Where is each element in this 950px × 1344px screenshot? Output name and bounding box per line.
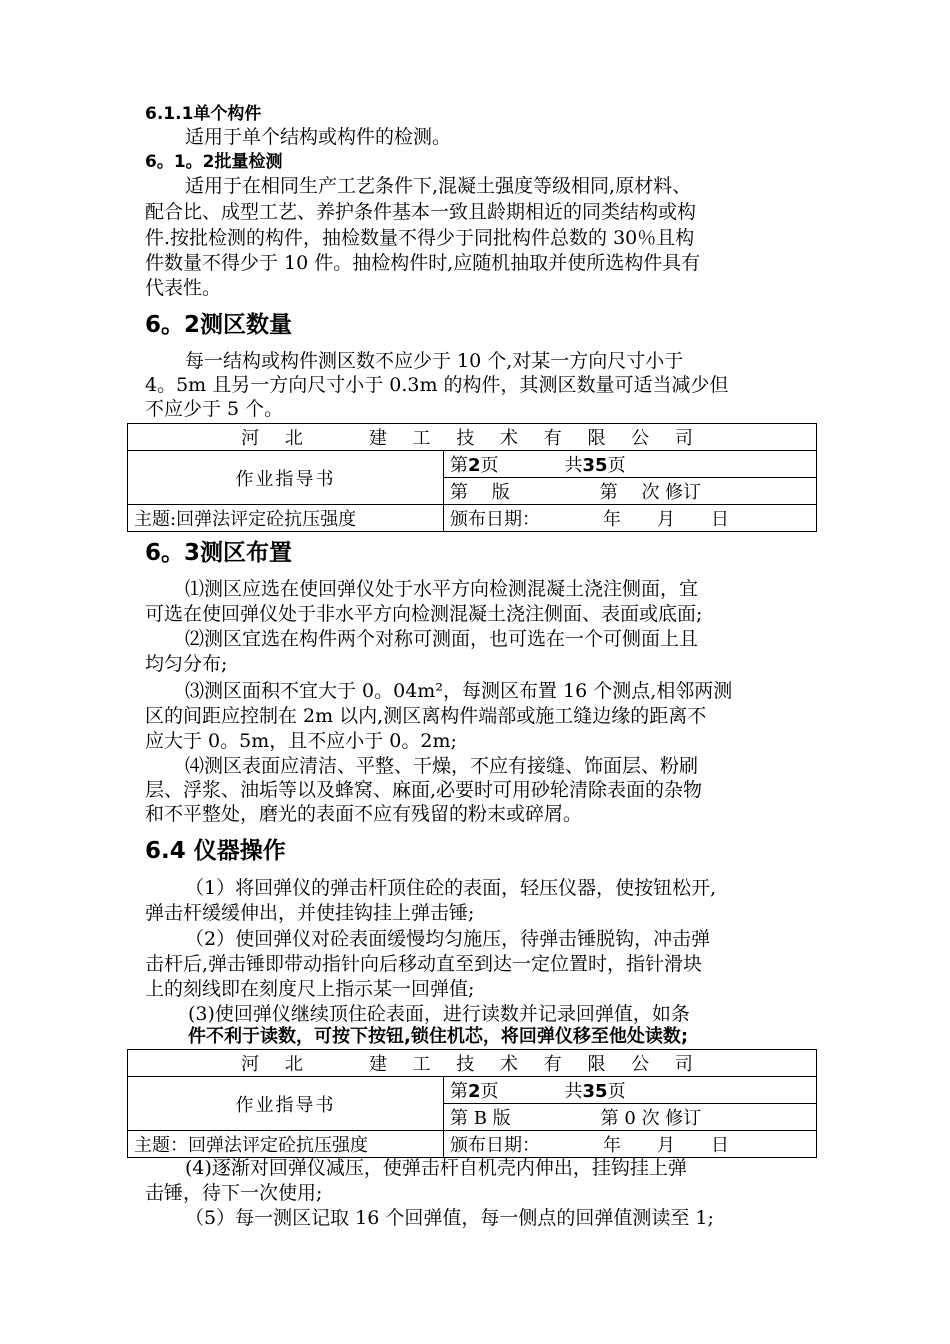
paragraph-line: 击锤，待下一次使用; bbox=[145, 1182, 323, 1204]
paragraph-line: 区的间距应控制在 2m 以内,测区离构件端部或施工缝边缘的距离不 bbox=[145, 705, 707, 727]
section-heading-6-3: 6。3测区布置 bbox=[145, 540, 293, 566]
paragraph-line: 每一结构或构件测区数不应少于 10 个,对某一方向尺寸小于 bbox=[185, 350, 684, 372]
paragraph-line: 件数量不得少于 10 件。抽检构件时,应随机抽取并使所选构件具有 bbox=[145, 252, 701, 274]
page-number: 2 bbox=[468, 455, 481, 476]
paragraph-line: 件.按批检测的构件，抽检数量不得少于同批构件总数的 30％且构 bbox=[145, 227, 695, 249]
page-number: 2 bbox=[468, 1081, 481, 1102]
section-heading-6-1-1: 6.1.1单个构件 bbox=[145, 104, 262, 124]
paragraph-line: ⑵测区宜选在构件两个对称可测面，也可选在一个可侧面上且 bbox=[185, 628, 699, 650]
section-heading-6-1-2: 6。1。2批量检测 bbox=[145, 152, 283, 172]
document-header-table bbox=[127, 1049, 817, 1158]
paragraph-line: (3)使回弹仪继续顶住砼表面，进行读数并记录回弹值，如条 bbox=[188, 1003, 690, 1025]
total-pages: 35 bbox=[582, 1081, 608, 1102]
paragraph-line: (4)逐渐对回弹仪减压，使弹击杆自机壳内伸出，挂钩挂上弹 bbox=[185, 1157, 687, 1179]
document-title: 作业指导书 bbox=[128, 1077, 444, 1131]
paragraph-line: ⑶测区面积不宜大于 0。04m²，每测区布置 16 个测点,相邻两测 bbox=[185, 680, 733, 702]
page-suffix: 页 bbox=[480, 455, 499, 476]
page-info bbox=[444, 451, 817, 478]
paragraph-line-bold: 件不利于读数，可按下按钮,锁住机芯，将回弹仪移至他处读数; bbox=[188, 1026, 689, 1047]
company-name: 河 北 建 工 技 术 有 限 公 司 bbox=[128, 1050, 817, 1077]
total-suffix: 页 bbox=[607, 455, 626, 476]
issue-date: 颁布日期： 年 月 日 bbox=[444, 505, 817, 532]
total-suffix: 页 bbox=[607, 1081, 626, 1102]
page-prefix: 第 bbox=[450, 455, 468, 476]
paragraph-line: （2）使回弹仪对砼表面缓慢均匀施压，待弹击锤脱钩，冲击弹 bbox=[185, 928, 711, 950]
company-name: 河 北 建 工 技 术 有 限 公 司 bbox=[128, 424, 817, 451]
paragraph-line: 代表性。 bbox=[145, 277, 222, 299]
paragraph-line: 适用于单个结构或构件的检测。 bbox=[185, 126, 452, 148]
document-header-table bbox=[127, 423, 817, 532]
page-info bbox=[444, 1077, 817, 1104]
paragraph-line: 层、浮浆、油垢等以及蜂窝、麻面,必要时可用砂轮清除表面的杂物 bbox=[145, 779, 703, 801]
paragraph-line: （5）每一测区记取 16 个回弹值，每一侧点的回弹值测读至 1; bbox=[185, 1207, 714, 1229]
paragraph-line: 应大于 0。5m，且不应小于 0。2m; bbox=[145, 730, 457, 752]
paragraph-line: 配合比、成型工艺、养护条件基本一致且龄期相近的同类结构或构 bbox=[145, 201, 697, 223]
total-prefix: 共 bbox=[564, 455, 583, 476]
page-prefix: 第 bbox=[450, 1081, 468, 1102]
subject-label: 主题：回弹法评定砼抗压强度 bbox=[128, 1131, 444, 1158]
paragraph-line: 和不平整处，磨光的表面不应有残留的粉末或碎屑。 bbox=[145, 803, 583, 825]
issue-date: 颁布日期： 年 月 日 bbox=[444, 1131, 817, 1158]
version-info: 第 B 版 第 0 次 修订 bbox=[444, 1104, 817, 1131]
paragraph-line: 弹击杆缓缓伸出，并使挂钩挂上弹击锤; bbox=[145, 902, 475, 924]
version-info: 第 版 第 次 修订 bbox=[444, 478, 817, 505]
document-title: 作业指导书 bbox=[128, 451, 444, 505]
paragraph-line: 可选在使回弹仪处于非水平方向检测混凝土浇注侧面、表面或底面; bbox=[145, 603, 703, 625]
paragraph-line: 上的刻线即在刻度尺上指示某一回弹值; bbox=[145, 978, 475, 1000]
total-pages: 35 bbox=[582, 455, 608, 476]
paragraph-line: ⑴测区应选在使回弹仪处于水平方向检测混凝土浇注侧面，宜 bbox=[185, 578, 699, 600]
paragraph-line: ⑷测区表面应清洁、平整、干燥，不应有接缝、饰面层、粉刷 bbox=[185, 755, 699, 777]
paragraph-line: 均匀分布; bbox=[145, 653, 228, 675]
paragraph-line: 击杆后,弹击锤即带动指针向后移动直至到达一定位置时，指针滑块 bbox=[145, 953, 703, 975]
page-suffix: 页 bbox=[480, 1081, 499, 1102]
section-heading-6-2: 6。2测区数量 bbox=[145, 312, 293, 338]
paragraph-line: 不应少于 5 个。 bbox=[145, 398, 284, 420]
paragraph-line: 4。5m 且另一方向尺寸小于 0.3m 的构件，其测区数量可适当减少但 bbox=[145, 374, 729, 396]
paragraph-line: 适用于在相同生产工艺条件下,混凝土强度等级相同,原材料、 bbox=[185, 175, 692, 197]
total-prefix: 共 bbox=[564, 1081, 583, 1102]
paragraph-line: （1）将回弹仪的弹击杆顶住砼的表面，轻压仪器，使按钮松开, bbox=[185, 877, 717, 899]
subject-label: 主题:回弹法评定砼抗压强度 bbox=[128, 505, 444, 532]
section-heading-6-4: 6.4 仪器操作 bbox=[145, 838, 286, 864]
